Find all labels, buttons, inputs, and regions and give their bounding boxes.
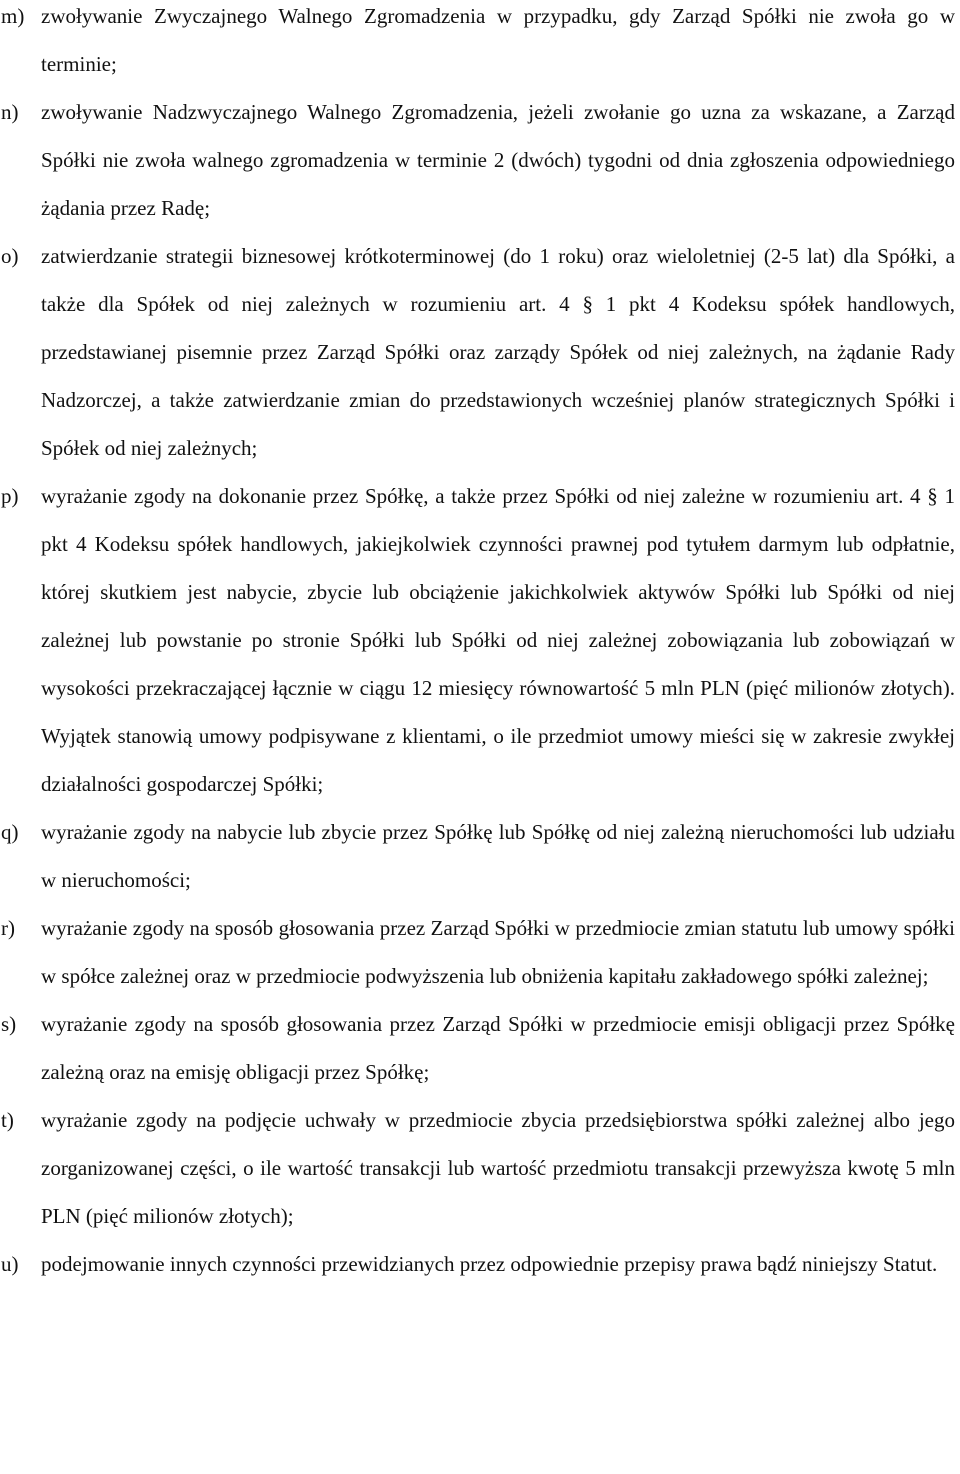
- item-text: wyrażanie zgody na sposób głosowania przez Zarząd Spółki w przedmiocie emisji obligacji przez Spółkę zależną oraz na emisję obligacji przez Spółkę;: [41, 1012, 955, 1084]
- item-text: wyrażanie zgody na podjęcie uchwały w przedmiocie zbycia przedsiębiorstwa spółki zależnej albo jego zorganizowanej części, o ile wartość transakcji lub wartość przedmiotu transakcji przewyższa kwotę 5 mln PLN (pięć milionów złotych);: [41, 1108, 955, 1228]
- list-item-t: [0, 1096, 955, 1240]
- item-label: q): [1, 820, 19, 844]
- list-item-m: [0, 0, 955, 88]
- list-item-r: [0, 904, 955, 1000]
- item-text: wyrażanie zgody na nabycie lub zbycie przez Spółkę lub Spółkę od niej zależną nieruchomości lub udziału w nieruchomości;: [41, 820, 955, 892]
- item-label: t): [1, 1108, 14, 1132]
- item-text: zatwierdzanie strategii biznesowej krótkoterminowej (do 1 roku) oraz wieloletniej (2-5 lat) dla Spółki, a także dla Spółek od niej zależnych w rozumieniu art. 4 § 1 pkt 4 Kodeksu spółek handlowych, przedstawianej pisemnie przez Zarząd Spółki oraz zarządy Spółek od niej zależnych, na żądanie Rady Nadzorczej, a także zatwierdzanie zmian do przedstawionych wcześniej planów strategicznych Spółki i Spółek od niej zależnych;: [41, 244, 955, 460]
- item-text: wyrażanie zgody na sposób głosowania przez Zarząd Spółki w przedmiocie zmian statutu lub umowy spółki w spółce zależnej oraz w przedmiocie podwyższenia lub obniżenia kapitału zakładowego spółki zależnej;: [41, 916, 955, 988]
- item-label: m): [1, 4, 25, 28]
- list-item-q: [0, 808, 955, 904]
- item-text: podejmowanie innych czynności przewidzianych przez odpowiednie przepisy prawa bądź niniejszy Statut.: [41, 1252, 938, 1276]
- list-item-p: [0, 472, 955, 808]
- item-label: r): [1, 916, 15, 940]
- item-text: zwoływanie Nadzwyczajnego Walnego Zgromadzenia, jeżeli zwołanie go uzna za wskazane, a Zarząd Spółki nie zwoła walnego zgromadzenia w terminie 2 (dwóch) tygodni od dnia zgłoszenia odpowiedniego żądania przez Radę;: [41, 100, 955, 220]
- list-item-n: [0, 88, 955, 232]
- item-text: wyrażanie zgody na dokonanie przez Spółkę, a także przez Spółki od niej zależne w rozumieniu art. 4 § 1 pkt 4 Kodeksu spółek handlowych, jakiejkolwiek czynności prawnej pod tytułem darmym lub odpłatnie, której skutkiem jest nabycie, zbycie lub obciążenie jakichkolwiek aktywów Spółki lub Spółki od niej zależnej lub powstanie po stronie Spółki lub Spółki od niej zależnej zobowiązania lub zobowiązań w wysokości przekraczającej łącznie w ciągu 12 miesięcy równowartość 5 mln PLN (pięć milionów złotych). Wyjątek stanowią umowy podpisywane z klientami, o ile przedmiot umowy mieści się w zakresie zwykłej działalności gospodarczej Spółki;: [41, 484, 955, 796]
- item-label: u): [1, 1252, 19, 1276]
- item-label: p): [1, 484, 19, 508]
- item-text: zwoływanie Zwyczajnego Walnego Zgromadzenia w przypadku, gdy Zarząd Spółki nie zwoła go w terminie;: [41, 4, 955, 76]
- item-label: s): [1, 1012, 17, 1036]
- list-item-s: [0, 1000, 955, 1096]
- item-label: n): [1, 100, 19, 124]
- list-item-o: [0, 232, 955, 472]
- list-item-u: [0, 1240, 955, 1288]
- item-label: o): [1, 244, 19, 268]
